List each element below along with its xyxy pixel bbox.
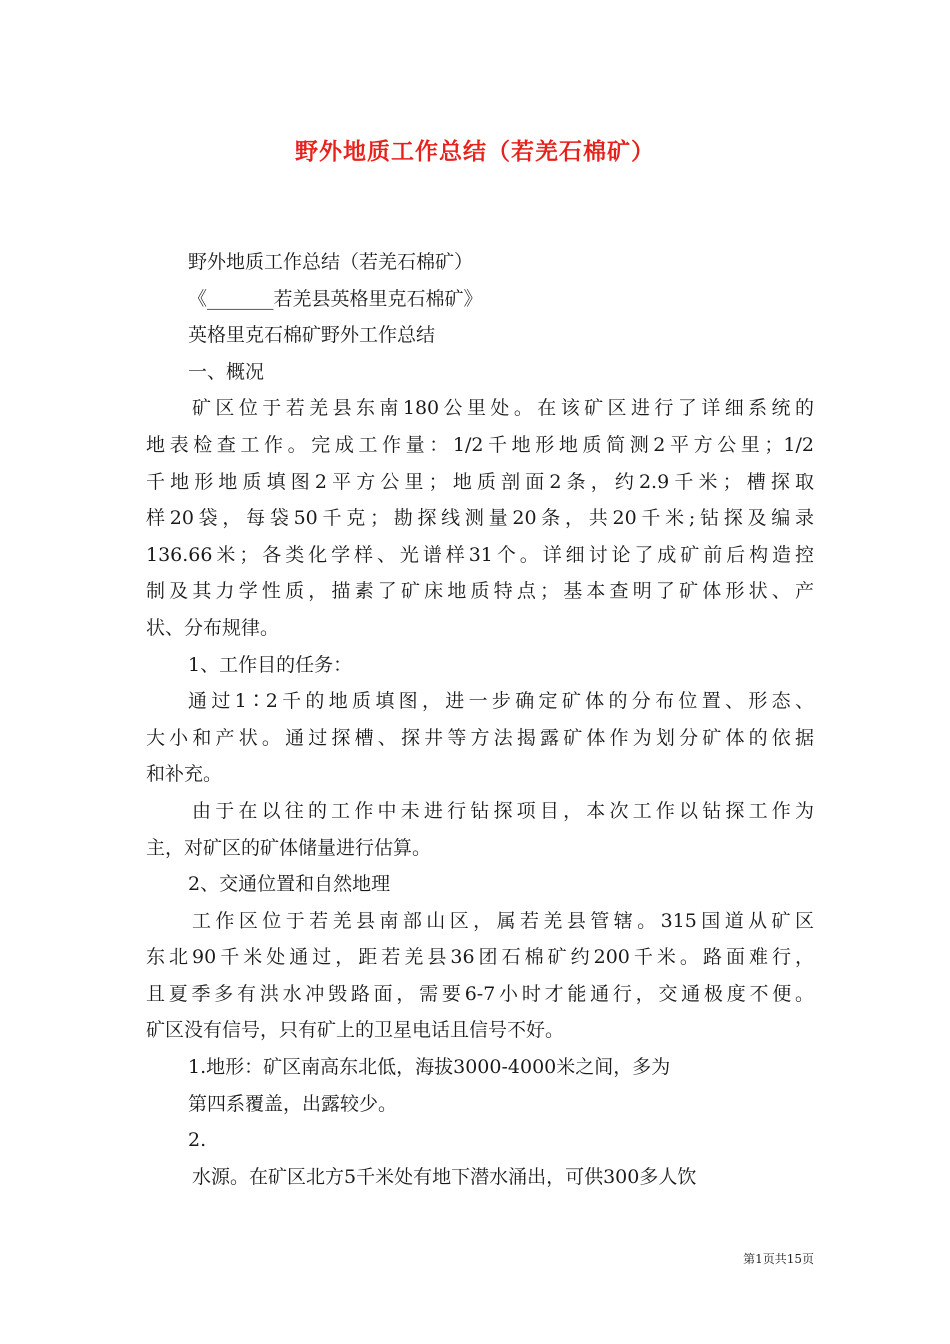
paragraph-line: 矿区没有信号，只有矿上的卫星电话且信号不好。 [146,1019,565,1042]
paragraph-line: 且夏季多有洪水冲毁路面，需要6-7小时才能通行，交通极度不便。 [146,982,814,1005]
report-name-line: 英格里克石棉矿野外工作总结 [188,324,436,347]
section-heading-traffic: 2、交通位置和自然地理 [188,873,391,896]
subtitle-line: 野外地质工作总结（若羌石棉矿） [188,251,474,273]
list-number-line: 2. [188,1129,207,1152]
paragraph-line: 由于在以往的工作中未进行钻探项目，本次工作以钻探工作为 [192,799,814,822]
paragraph-line: 地表检查工作。完成工作量：1/2千地形地质简测2平方公里；1/2 [146,433,814,456]
paragraph-line: 第四系覆盖，出露较少。 [188,1092,398,1115]
paragraph-line: 工作区位于若羌县南部山区，属若羌县管辖。315国道从矿区 [192,909,814,932]
paragraph-line: 样20袋，每袋50千克；勘探线测量20条，共20千米;钻探及编录 [146,507,814,530]
paragraph-line: 通过1∶2千的地质填图，进一步确定矿体的分布位置、形态、 [188,690,814,713]
document-body [146,244,814,1195]
paragraph-line: 东北90千米处通过，距若羌县36团石棉矿约200千米。路面难行， [146,946,814,969]
section-heading-task: 1、工作目的任务： [188,653,353,676]
paragraph-line: 制及其力学性质，描素了矿床地质特点；基本查明了矿体形状、产 [146,580,814,603]
paragraph-line: 和补充。 [146,763,223,786]
paragraph-line: 1.地形：矿区南高东北低，海拔3000-4000米之间，多为 [188,1056,671,1079]
section-heading-overview: 一、概况 [188,360,265,383]
paragraph-line: 大小和产状。通过探槽、探井等方法揭露矿体作为划分矿体的依据 [146,726,814,749]
paragraph-line: 千地形地质填图2平方公里；地质剖面2条，约2.9千米；槽探取 [146,470,814,493]
paragraph-line: 矿区位于若羌县东南180公里处。在该矿区进行了详细系统的 [192,397,814,420]
page-number: 第1页共15页 [743,1252,814,1266]
paragraph-line: 状、分布规律。 [146,616,280,639]
project-name-line: 《_______若羌县英格里克石棉矿》 [188,287,483,310]
document-title: 野外地质工作总结（若羌石棉矿） [295,138,655,165]
paragraph-line: 136.66米；各类化学样、光谱样31个。详细讨论了成矿前后构造控 [146,543,814,566]
paragraph-line: 主，对矿区的矿体储量进行估算。 [146,836,432,859]
paragraph-line: 水源。在矿区北方5千米处有地下潜水涌出，可供300多人饮 [192,1165,697,1188]
